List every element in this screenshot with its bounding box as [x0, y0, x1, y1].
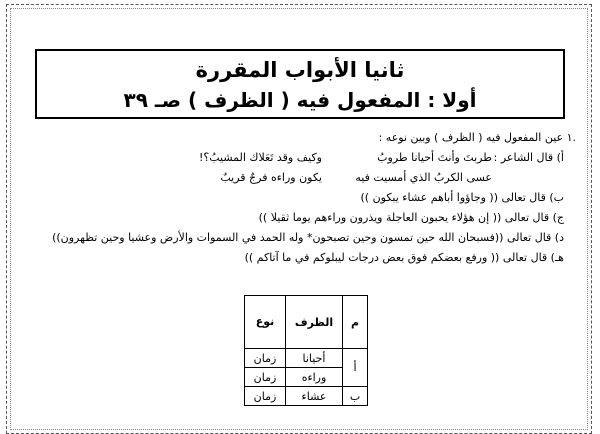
- item-a-label: أ) قال الشاعر :: [493, 151, 564, 164]
- row-zarf: عشاء: [286, 387, 343, 406]
- verse-2-half-2: يكون وراءه فرجٌ قريبٌ: [220, 171, 322, 184]
- verse-1-half-2: وكيف وقد تَعَلاك المشيبُ؟!: [198, 151, 322, 164]
- verse-2-half-1: عسى الكربُ الذي أمسيت فيه: [355, 171, 492, 184]
- table-row: [245, 349, 368, 368]
- item-b: ب) قال تعالى (( وجاؤوا أباهم عشاء يبكون )): [360, 191, 564, 204]
- title-box: [35, 49, 565, 119]
- row-naw: زمان: [245, 368, 286, 387]
- question-number: .١: [566, 131, 576, 144]
- header-zarf: الظرف: [286, 296, 343, 349]
- verse-row-1: [10, 148, 576, 168]
- row-naw: زمان: [245, 349, 286, 368]
- answer-table: [244, 295, 368, 406]
- section-title: ثانيا الأبواب المقررة: [195, 58, 405, 82]
- lesson-title: أولا : المفعول فيه ( الظرف ) صـ ٣٩: [123, 88, 477, 112]
- item-h: هـ) قال تعالى (( ورفع بعضكم فوق بعض درجات ليبلوكم في ما آتاكم )): [244, 251, 564, 264]
- row-zarf: وراءه: [286, 368, 343, 387]
- question-text: عين المفعول فيه ( الظرف ) وبين نوعه :: [378, 131, 564, 144]
- verse-1-half-1: طربتَ وأنتَ أحيانا طروبُ: [377, 151, 492, 164]
- item-d: د) قال تعالى ((فسبحان الله حين تمسون وحين تصبحون* وله الحمد في السموات والأرض وعشيا وحين تظهرون)): [52, 231, 564, 244]
- header-naw: نوع: [245, 296, 286, 349]
- question-prompt: [10, 128, 576, 148]
- verse-row-2: [10, 168, 576, 188]
- exercise-content: [10, 128, 576, 268]
- row-index: ب: [343, 387, 368, 406]
- row-index: أ: [343, 349, 368, 387]
- item-j: ج) قال تعالى (( إن هؤلاء يحبون العاجلة ويذرون وراءهم يوما ثقيلا )): [258, 211, 564, 224]
- row-zarf: أحيانا: [286, 349, 343, 368]
- table-header-row: [245, 296, 368, 349]
- header-m: م: [343, 296, 368, 349]
- row-naw: زمان: [245, 387, 286, 406]
- table-row: [245, 387, 368, 406]
